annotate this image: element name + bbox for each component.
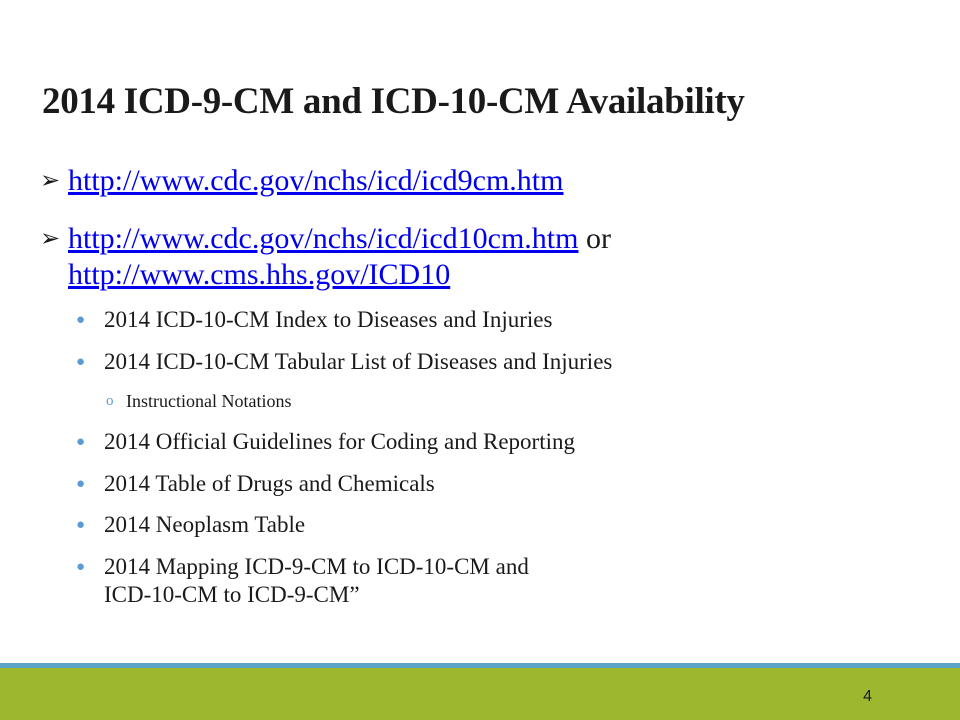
sub-list-item-text: Instructional Notations [126, 391, 292, 411]
bullet-item-icd9 [40, 163, 563, 199]
dot-bullet-icon: ● [76, 476, 86, 492]
bullet-item-icd10 [40, 221, 611, 291]
list-item-text: 2014 ICD-10-CM Index to Diseases and Injuries [104, 307, 553, 332]
list-item [76, 553, 529, 607]
or-text: or [578, 222, 611, 255]
page-number: 4 [863, 688, 872, 705]
list-item [76, 470, 435, 498]
cms-icd10-link[interactable]: http://www.cms.hhs.gov/ICD10 [68, 258, 451, 291]
dot-bullet-icon: ● [76, 434, 86, 450]
list-item [76, 428, 575, 456]
arrow-bullet-icon: ➢ [40, 226, 61, 252]
arrow-bullet-icon: ➢ [40, 168, 61, 194]
list-item [76, 348, 612, 376]
list-item-text: 2014 ICD-10-CM Tabular List of Diseases and Injuries [104, 349, 613, 374]
dot-bullet-icon: ● [76, 354, 86, 370]
list-item [76, 306, 552, 334]
list-item-continuation: ICD-10-CM to ICD-9-CM” [104, 582, 360, 607]
list-item-text: 2014 Table of Drugs and Chemicals [104, 471, 435, 496]
slide-title: 2014 ICD-9-CM and ICD-10-CM Availability [42, 81, 745, 122]
footer-bar [0, 668, 960, 720]
dot-bullet-icon: ● [76, 517, 86, 533]
icd9-link[interactable]: http://www.cdc.gov/nchs/icd/icd9cm.htm [68, 164, 564, 197]
list-item-text: 2014 Mapping ICD-9-CM to ICD-10-CM and [104, 554, 529, 579]
list-item [76, 511, 305, 539]
dot-bullet-icon: ● [76, 312, 86, 328]
sub-list-item [106, 390, 291, 412]
circle-bullet-icon: o [106, 393, 114, 409]
list-item-text: 2014 Neoplasm Table [104, 512, 306, 537]
list-item-text: 2014 Official Guidelines for Coding and Reporting [104, 429, 575, 454]
icd10-link[interactable]: http://www.cdc.gov/nchs/icd/icd10cm.htm [68, 222, 579, 255]
dot-bullet-icon: ● [76, 559, 86, 575]
